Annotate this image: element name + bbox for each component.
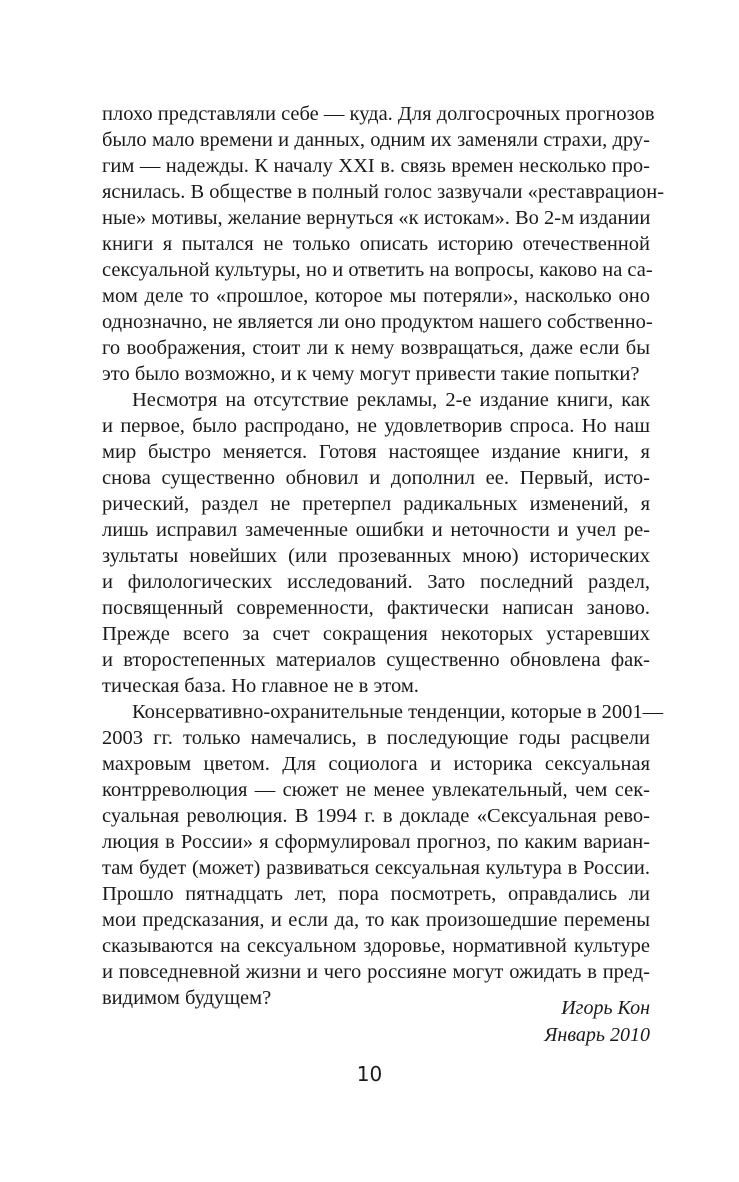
text-line: это было возможно, и к чему могут привести такие попытки? <box>102 363 640 385</box>
text-line: махровым цветом. Для социолога и историка сексуальная <box>102 753 650 775</box>
text-line: и филологических исследований. Зато последний раздел, <box>102 571 650 593</box>
text-line: лишь исправил замеченные ошибки и неточности и учел ре- <box>102 519 650 541</box>
text-line: и второстепенных материалов существенно обновлена фак- <box>102 649 650 671</box>
signature-author: Игорь Кон <box>561 997 650 1019</box>
text-line: сказываются на сексуальном здоровье, нормативной культуре <box>102 935 650 957</box>
text-line: тическая база. Но главное не в этом. <box>102 675 419 697</box>
text-line: гим — надежды. К началу XXI в. связь времен несколько про- <box>102 155 650 177</box>
paragraph <box>102 387 650 699</box>
text-line: мом деле то «прошлое, которое мы потеряли», насколько оно <box>102 285 650 307</box>
text-line: суальная революция. В 1994 г. в докладе «Сексуальная рево- <box>102 805 650 827</box>
text-line: Прежде всего за счет сокращения некоторых устаревших <box>102 623 650 645</box>
text-line: яснилась. В обществе в полный голос зазвучали «реставрацион- <box>102 181 665 203</box>
text-line: Консервативно-охранительные тенденции, которые в 2001— <box>132 701 664 723</box>
page-number: 10 <box>356 1062 383 1086</box>
text-line: однозначно, не является ли оно продуктом нашего собственно- <box>102 311 653 333</box>
text-line: было мало времени и данных, одним их заменяли страхи, дру- <box>102 129 650 151</box>
text-line: Несмотря на отсутствие рекламы, 2-е издание книги, как <box>132 389 650 411</box>
text-line: контрреволюция — сюжет не менее увлекательный, чем сек- <box>102 779 650 801</box>
text-line: зультаты новейших (или прозеванных мною) исторических <box>102 545 650 567</box>
text-line: и повседневной жизни и чего россияне могут ожидать в пред- <box>102 961 650 983</box>
paragraph <box>102 101 665 387</box>
text-line: книги я пытался не только описать историю отечественной <box>102 233 650 255</box>
text-line: 2003 гг. только намечались, в последующие годы расцвели <box>102 727 650 749</box>
text-line: мир быстро меняется. Готовя настоящее издание книги, я <box>102 441 650 463</box>
paragraph <box>102 699 664 1011</box>
text-line: люция в России» я сформулировал прогноз, по каким вариан- <box>102 831 650 853</box>
signature-date: Январь 2010 <box>544 1024 650 1046</box>
text-line: Прошло пятнадцать лет, пора посмотреть, оправдались ли <box>102 883 650 905</box>
text-line: видимом будущем? <box>102 987 272 1009</box>
text-line: посвященный современности, фактически написан заново. <box>102 597 650 619</box>
text-line: го воображения, стоит ли к нему возвращаться, даже если бы <box>102 337 650 359</box>
text-line: ные» мотивы, желание вернуться «к истокам». Во 2-м издании <box>102 207 651 229</box>
text-line: снова существенно обновил и дополнил ее. Первый, исто- <box>102 467 650 489</box>
text-line: рический, раздел не претерпел радикальных изменений, я <box>102 493 650 515</box>
body-text <box>102 101 665 1011</box>
text-line: мои предсказания, и если да, то как произошедшие перемены <box>102 909 650 931</box>
text-line: сексуальной культуры, но и ответить на вопросы, каково на са- <box>102 259 653 281</box>
text-line: плохо представляли себе — куда. Для долгосрочных прогнозов <box>102 103 655 125</box>
text-line: и первое, было распродано, не удовлетворив спроса. Но наш <box>102 415 650 437</box>
text-line: там будет (может) развиваться сексуальная культура в России. <box>102 857 650 879</box>
